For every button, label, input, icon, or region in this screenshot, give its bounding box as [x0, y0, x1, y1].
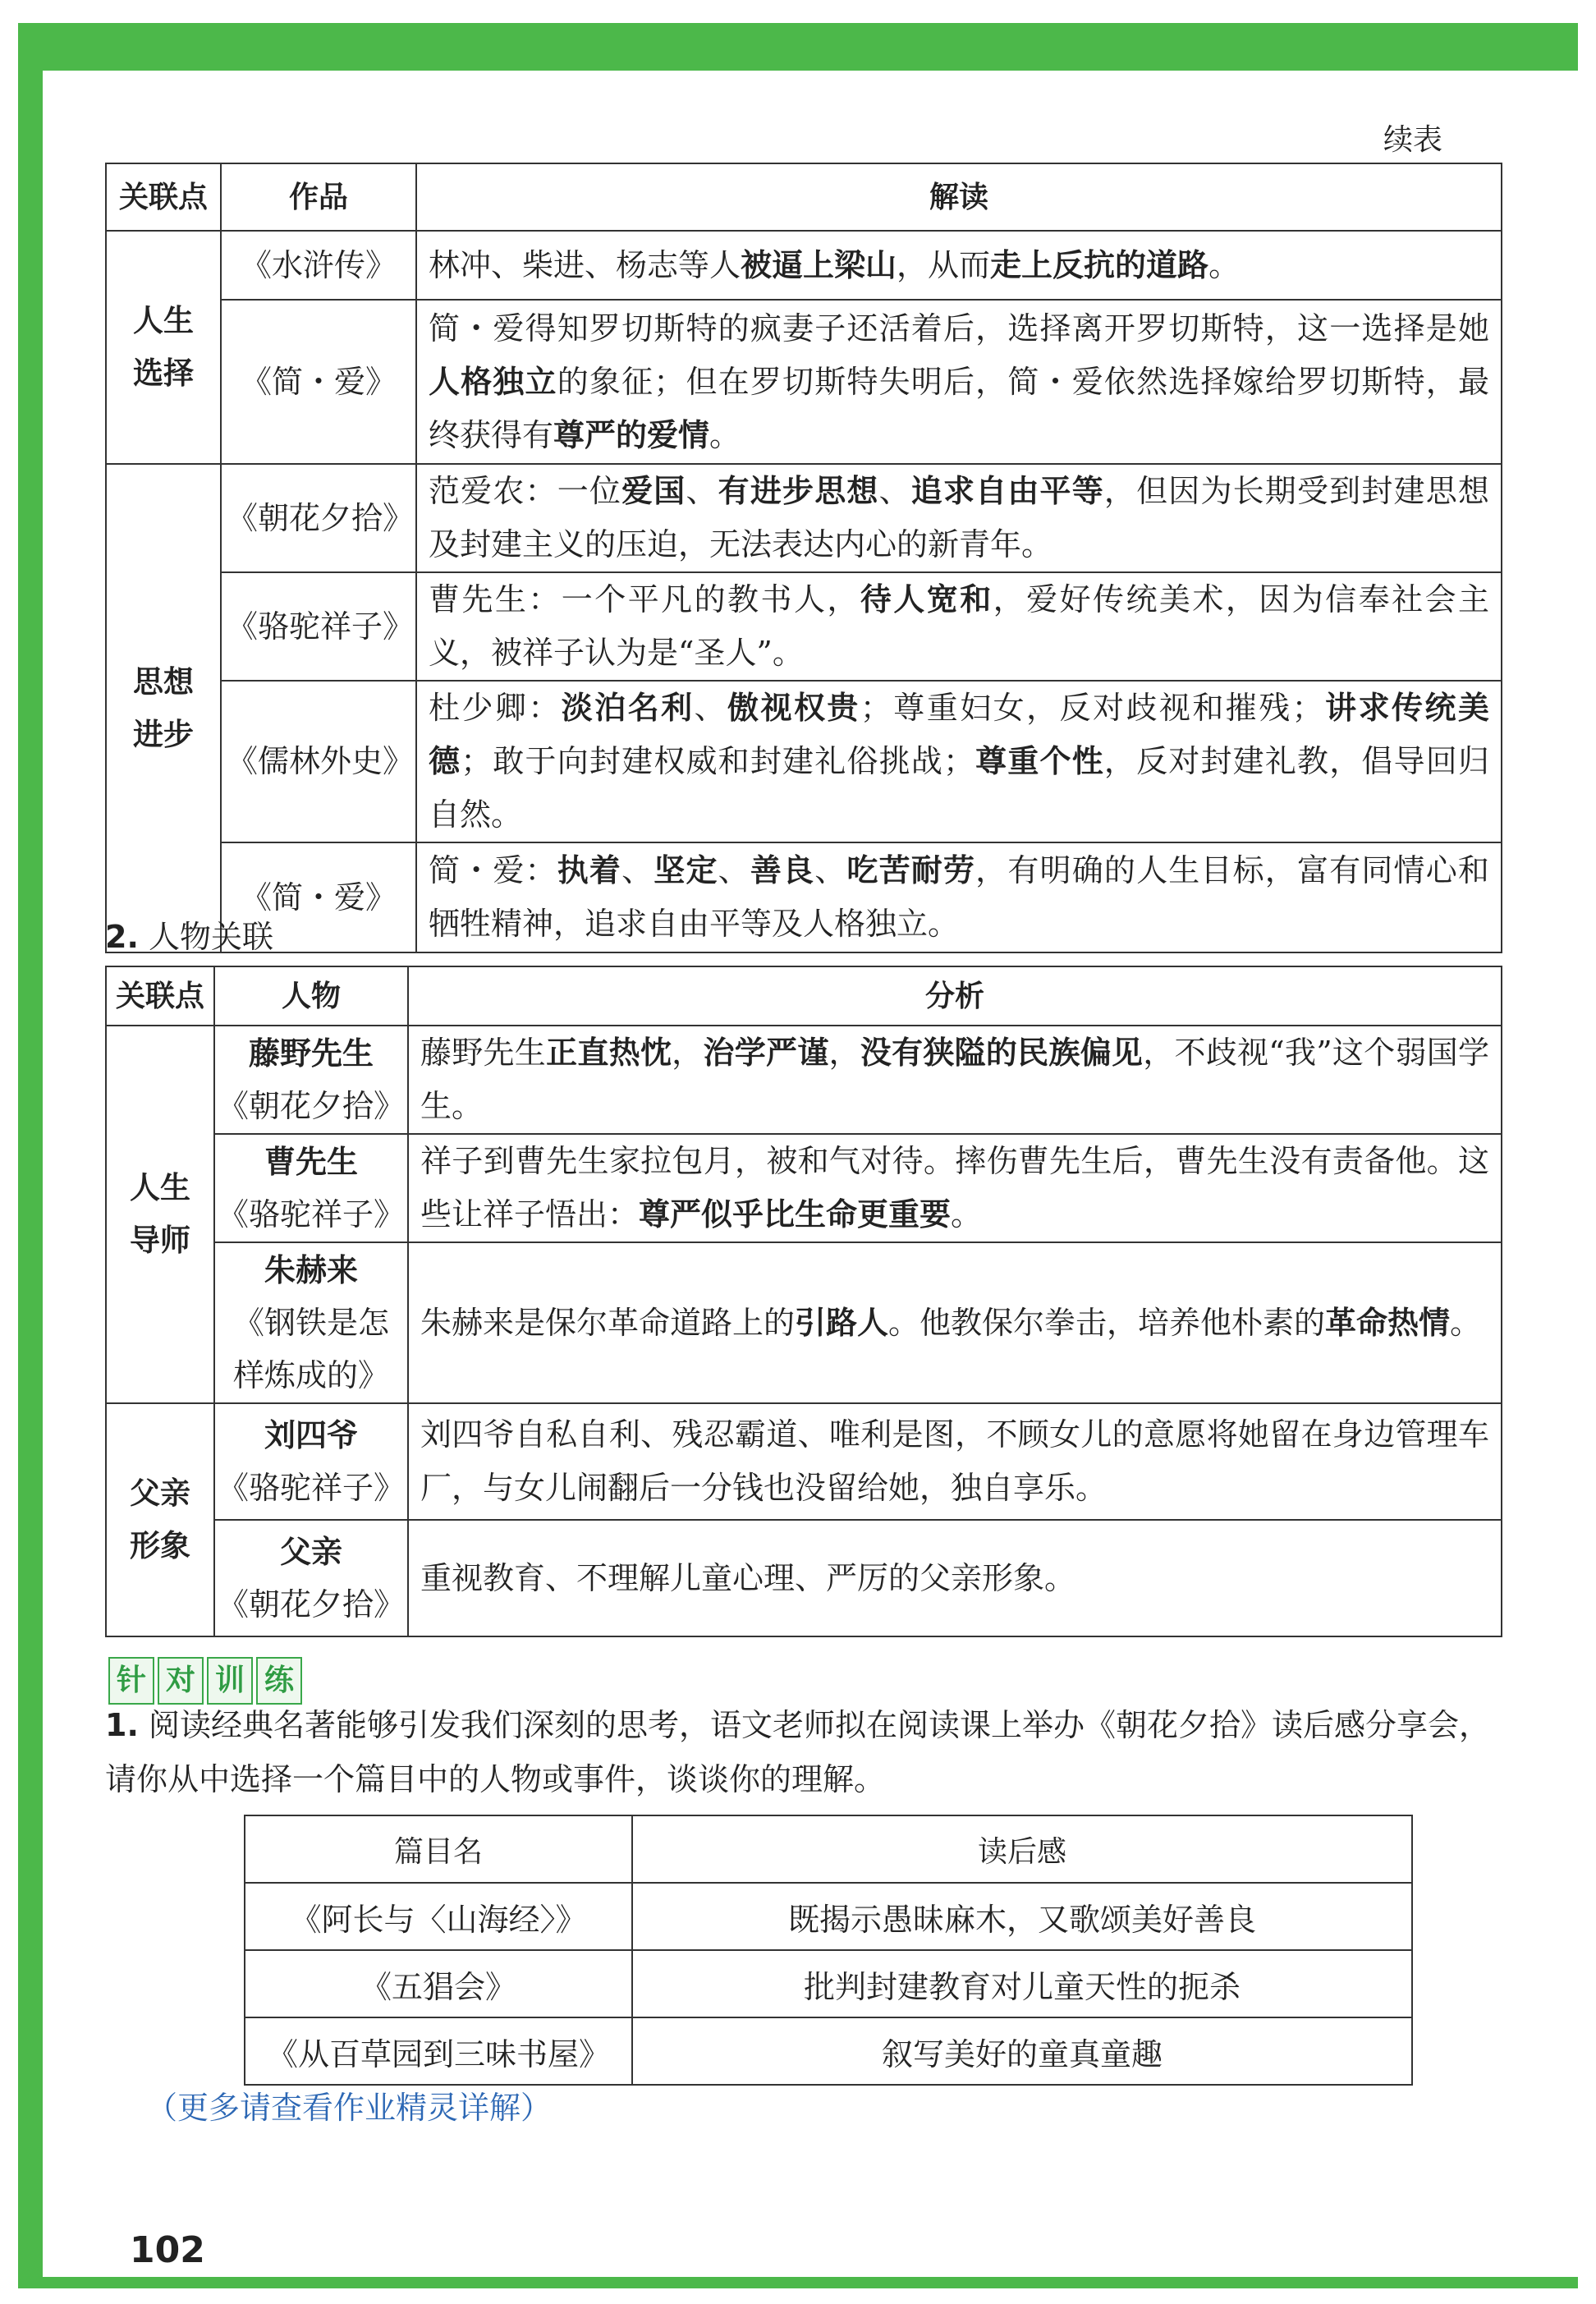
- character-name: 朱赫来: [264, 1252, 358, 1288]
- character-cell: [214, 1242, 408, 1403]
- table-row: [106, 1520, 1502, 1636]
- continued-label: 续表: [1383, 123, 1443, 157]
- character-name: 父亲: [279, 1534, 342, 1570]
- table-header-row: [106, 966, 1502, 1026]
- character-name: 曹先生: [264, 1144, 358, 1180]
- character-work: 《骆驼祥子》: [217, 1196, 405, 1232]
- interpretation-cell: 简・爱：执着、坚定、善良、吃苦耐劳，有明确的人生目标，富有同情心和牺牲精神，追求自由平等及人格独立。: [416, 842, 1502, 952]
- interpretation-cell: 杜少卿：淡泊名利、傲视权贵；尊重妇女，反对歧视和摧残；讲求传统美德；敢于向封建权威和封建礼俗挑战；尊重个性，反对封建礼教，倡导回归自然。: [416, 681, 1502, 842]
- interpretation-cell: 曹先生：一个平凡的教书人，待人宽和，爱好传统美术，因为信奉社会主义，被祥子认为是“圣人”。: [416, 572, 1502, 681]
- analysis-cell: 重视教育、不理解儿童心理、严厉的父亲形象。: [408, 1520, 1502, 1636]
- table-row: [106, 572, 1502, 681]
- category-cell: [106, 231, 221, 464]
- col-header-review: 读后感: [632, 1815, 1412, 1883]
- col-header-analysis: 分析: [408, 966, 1502, 1026]
- analysis-cell: 祥子到曹先生家拉包月，被和气对待。摔伤曹先生后，曹先生没有责备他。这些让祥子悟出：尊严似乎比生命更重要。: [408, 1134, 1502, 1242]
- character-relation-table: [105, 966, 1502, 1637]
- character-name: 刘四爷: [264, 1417, 358, 1453]
- interpretation-cell: 林冲、柴进、杨志等人被逼上梁山，从而走上反抗的道路。: [416, 231, 1502, 300]
- training-char: 针: [108, 1657, 154, 1705]
- more-details-link[interactable]: （更多请查看作业精灵详解）: [146, 2090, 553, 2126]
- col-header-link: 关联点: [106, 163, 221, 231]
- table-row: [245, 1883, 1412, 1950]
- category-cell: [106, 1026, 214, 1403]
- work-cell: 《朝花夕拾》: [221, 464, 416, 572]
- table-row: [106, 231, 1502, 300]
- character-cell: [214, 1026, 408, 1134]
- table-row: [245, 1950, 1412, 2017]
- table-header-row: [106, 163, 1502, 231]
- work-cell: 《简・爱》: [221, 842, 416, 952]
- category-label: 思想进步: [133, 663, 194, 752]
- analysis-cell: 藤野先生正直热忱，治学严谨，没有狭隘的民族偏见，不歧视“我”这个弱国学生。: [408, 1026, 1502, 1134]
- category-cell: [106, 1403, 214, 1636]
- section-number: 2.: [105, 919, 139, 955]
- training-char: 练: [256, 1657, 302, 1705]
- table-header-row: [245, 1815, 1412, 1883]
- table-row: [106, 1403, 1502, 1520]
- chapter-title-cell: 《阿长与〈山海经〉》: [245, 1883, 632, 1950]
- col-header-title: 篇目名: [245, 1815, 632, 1883]
- character-cell: [214, 1403, 408, 1520]
- chapter-title-cell: 《五猖会》: [245, 1950, 632, 2017]
- page-number: 102: [130, 2229, 205, 2271]
- page-frame-top: [18, 23, 1578, 71]
- interpretation-cell: 简・爱得知罗切斯特的疯妻子还活着后，选择离开罗切斯特，这一选择是她人格独立的象征；但在罗切斯特失明后，简・爱依然选择嫁给罗切斯特，最终获得有尊严的爱情。: [416, 300, 1502, 464]
- col-header-work: 作品: [221, 163, 416, 231]
- question-1: [105, 1698, 1501, 1806]
- character-name: 藤野先生: [248, 1035, 374, 1072]
- table-row: [106, 300, 1502, 464]
- table-row: [106, 1026, 1502, 1134]
- col-header-character: 人物: [214, 966, 408, 1026]
- page-frame-left: [18, 23, 43, 2277]
- character-cell: [214, 1520, 408, 1636]
- review-cell: 既揭示愚昧麻木，又歌颂美好善良: [632, 1883, 1412, 1950]
- work-cell: 《水浒传》: [221, 231, 416, 300]
- question-text: 阅读经典名著能够引发我们深刻的思考，语文老师拟在阅读课上举办《朝花夕拾》读后感分享会，请你从中选择一个篇目中的人物或事件，谈谈你的理解。: [105, 1707, 1490, 1797]
- character-work: 《钢铁是怎样炼成的》: [232, 1305, 389, 1393]
- training-char: 对: [158, 1657, 204, 1705]
- character-work: 《朝花夕拾》: [217, 1586, 405, 1622]
- analysis-cell: 刘四爷自私自利、残忍霸道、唯利是图，不顾女儿的意愿将她留在身边管理车厂，与女儿闹翻后一分钱也没留给她，独自享乐。: [408, 1403, 1502, 1520]
- page-frame-right: [1560, 23, 1578, 71]
- work-cell: 《骆驼祥子》: [221, 572, 416, 681]
- section-title: [105, 911, 273, 957]
- col-header-interpretation: 解读: [416, 163, 1502, 231]
- character-work: 《朝花夕拾》: [217, 1088, 405, 1124]
- table-row: [245, 2017, 1412, 2085]
- reading-review-table: [244, 1815, 1413, 2086]
- table-row: [106, 681, 1502, 842]
- character-cell: [214, 1134, 408, 1242]
- interpretation-cell: 范爱农：一位爱国、有进步思想、追求自由平等，但因为长期受到封建思想及封建主义的压迫，无法表达内心的新青年。: [416, 464, 1502, 572]
- col-header-link: 关联点: [106, 966, 214, 1026]
- table-row: [106, 464, 1502, 572]
- category-label: 人生导师: [130, 1170, 190, 1258]
- training-char: 训: [207, 1657, 253, 1705]
- table-row: [106, 1242, 1502, 1403]
- analysis-cell: 朱赫来是保尔革命道路上的引路人。他教保尔拳击，培养他朴素的革命热情。: [408, 1242, 1502, 1403]
- question-number: 1.: [105, 1707, 139, 1743]
- section-heading: 人物关联: [148, 919, 273, 955]
- page-frame-bottom: [18, 2277, 1578, 2288]
- category-label: 人生选择: [133, 303, 194, 391]
- character-work: 《骆驼祥子》: [217, 1470, 405, 1506]
- review-cell: 批判封建教育对儿童天性的扼杀: [632, 1950, 1412, 2017]
- category-cell: [106, 464, 221, 952]
- review-cell: 叙写美好的童真童趣: [632, 2017, 1412, 2085]
- table-row: [106, 1134, 1502, 1242]
- work-cell: 《儒林外史》: [221, 681, 416, 842]
- category-label: 父亲形象: [130, 1476, 190, 1563]
- work-interpretation-table: [105, 163, 1502, 953]
- chapter-title-cell: 《从百草园到三味书屋》: [245, 2017, 632, 2085]
- work-cell: 《简・爱》: [221, 300, 416, 464]
- table-row: [106, 842, 1502, 952]
